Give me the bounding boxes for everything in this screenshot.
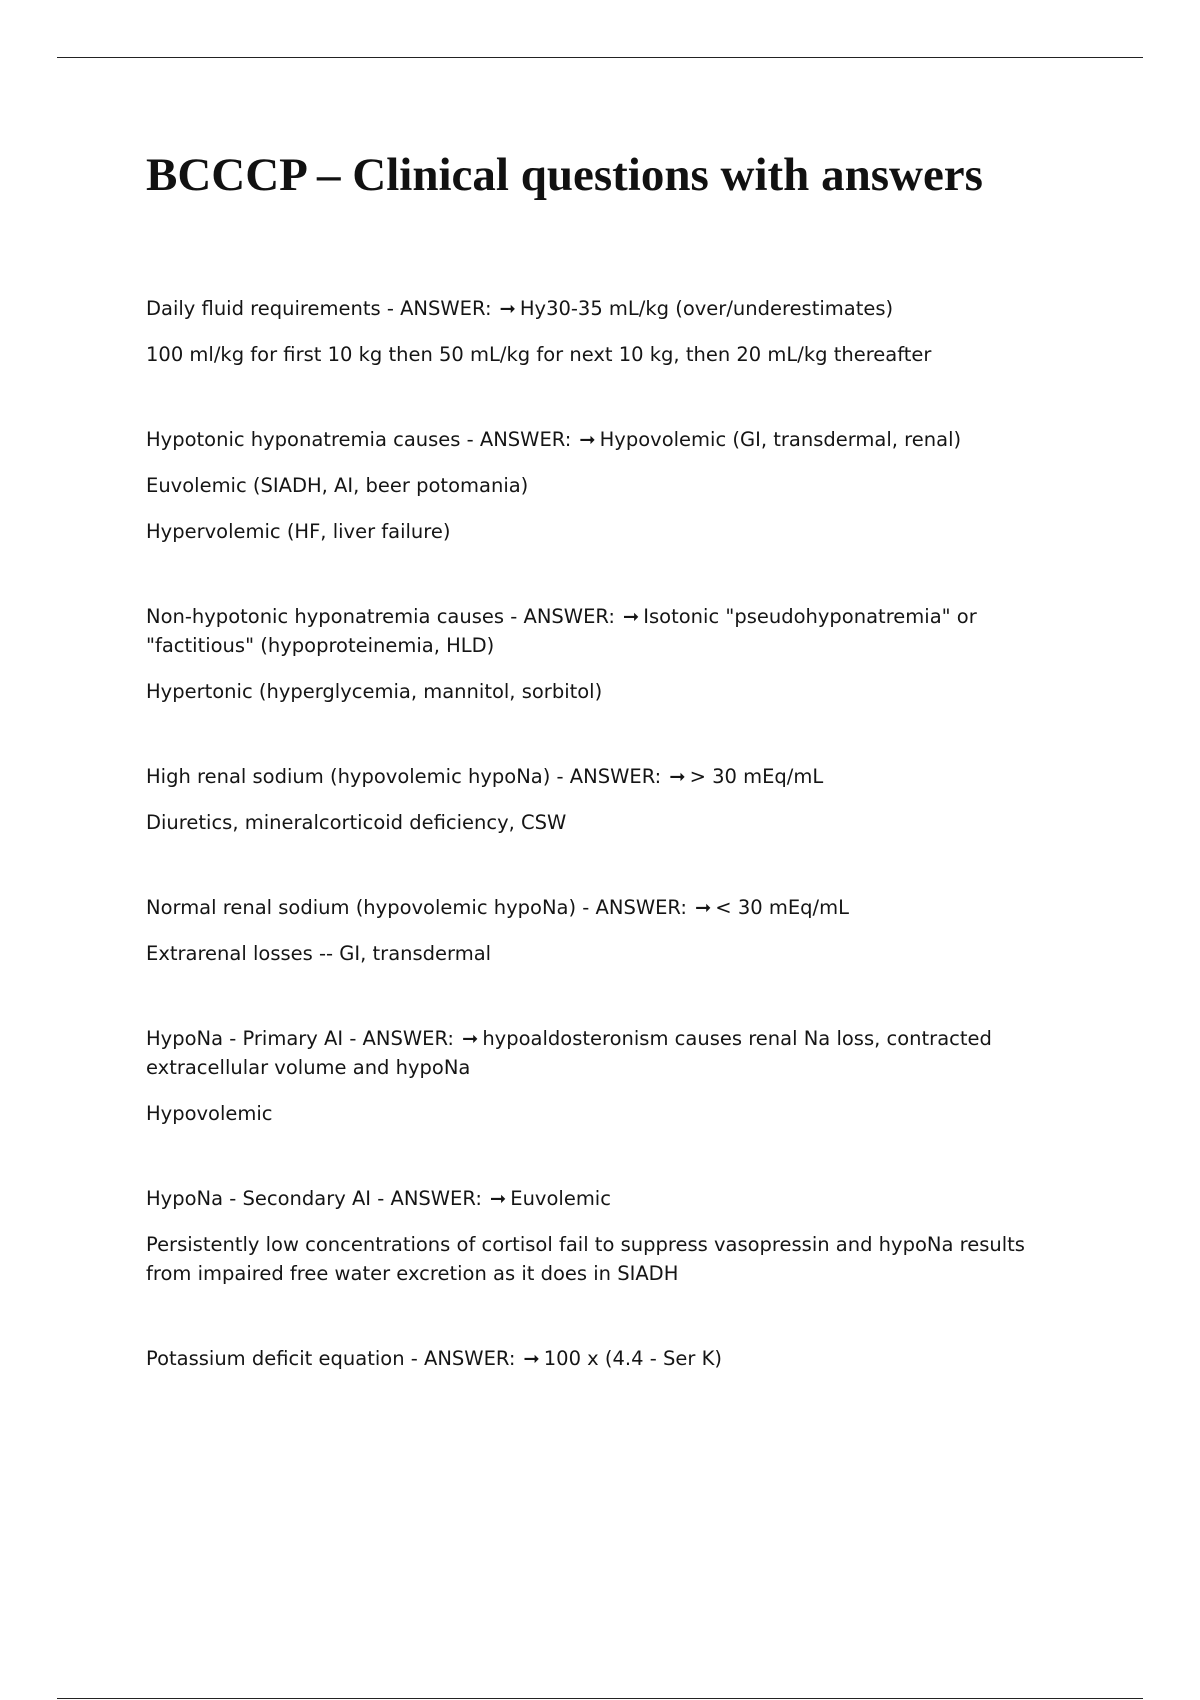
arrow-icon: ➞ <box>499 297 516 320</box>
answer-text: Euvolemic <box>510 1187 611 1210</box>
qa-entry <box>146 1184 1076 1288</box>
question-text: Hypotonic hyponatremia causes - ANSWER: <box>146 428 572 451</box>
qa-question-line <box>146 893 1076 922</box>
answer-text: hypoaldosteronism causes renal Na loss, contracted extracellular volume and hypoNa <box>146 1027 992 1079</box>
top-rule <box>57 57 1143 58</box>
qa-question-line <box>146 425 1076 454</box>
qa-question-line <box>146 602 1076 660</box>
question-text: HypoNa - Primary AI - ANSWER: <box>146 1027 454 1050</box>
answer-text: > 30 mEq/mL <box>689 765 824 788</box>
document-title: BCCCP – Clinical questions with answers <box>146 149 983 201</box>
qa-question-line <box>146 294 1076 323</box>
qa-question-line <box>146 1344 1076 1373</box>
qa-entry <box>146 602 1076 706</box>
answer-text: Hypovolemic (GI, transdermal, renal) <box>599 428 962 451</box>
answer-detail: Persistently low concentrations of cortisol fail to suppress vasopressin and hypoNa results from impaired free water excretion as it does in SIADH <box>146 1233 1025 1285</box>
arrow-icon: ➞ <box>669 765 686 788</box>
qa-entry <box>146 893 1076 968</box>
arrow-icon: ➞ <box>694 896 712 919</box>
answer-text: < 30 mEq/mL <box>715 896 849 919</box>
question-text: High renal sodium (hypovolemic hypoNa) - ANSWER: <box>146 765 662 788</box>
answer-detail: Hypovolemic <box>146 1102 273 1125</box>
arrow-icon: ➞ <box>622 605 640 628</box>
arrow-icon: ➞ <box>461 1027 479 1050</box>
qa-entry <box>146 762 1076 837</box>
qa-entry <box>146 425 1076 546</box>
qa-entry <box>146 1344 1076 1373</box>
arrow-icon: ➞ <box>489 1187 507 1210</box>
qa-entry <box>146 1024 1076 1128</box>
answer-text: Hy30-35 mL/kg (over/underestimates) <box>519 297 894 320</box>
qa-question-line <box>146 762 1076 791</box>
question-text: HypoNa - Secondary AI - ANSWER: <box>146 1187 482 1210</box>
bottom-rule <box>57 1698 1143 1699</box>
answer-text: Isotonic "pseudohyponatremia" or "factitious" (hypoproteinemia, HLD) <box>146 605 977 657</box>
answer-text: 100 x (4.4 - Ser K) <box>543 1347 722 1370</box>
answer-detail: Hypertonic (hyperglycemia, mannitol, sorbitol) <box>146 680 603 703</box>
answer-detail: Hypervolemic (HF, liver failure) <box>146 520 451 543</box>
qa-list <box>146 294 1076 1429</box>
question-text: Non-hypotonic hyponatremia causes - ANSWER: <box>146 605 615 628</box>
question-text: Potassium deficit equation - ANSWER: <box>146 1347 516 1370</box>
qa-question-line <box>146 1184 1076 1213</box>
question-text: Daily fluid requirements - ANSWER: <box>146 297 492 320</box>
qa-entry <box>146 294 1076 369</box>
qa-question-line <box>146 1024 1076 1082</box>
answer-detail: 100 ml/kg for first 10 kg then 50 mL/kg for next 10 kg, then 20 mL/kg thereafter <box>146 343 932 366</box>
answer-detail: Extrarenal losses -- GI, transdermal <box>146 942 492 965</box>
arrow-icon: ➞ <box>579 428 596 451</box>
arrow-icon: ➞ <box>523 1347 540 1370</box>
answer-detail: Diuretics, mineralcorticoid deficiency, CSW <box>146 811 567 834</box>
answer-detail: Euvolemic (SIADH, AI, beer potomania) <box>146 474 529 497</box>
question-text: Normal renal sodium (hypovolemic hypoNa) - ANSWER: <box>146 896 687 919</box>
